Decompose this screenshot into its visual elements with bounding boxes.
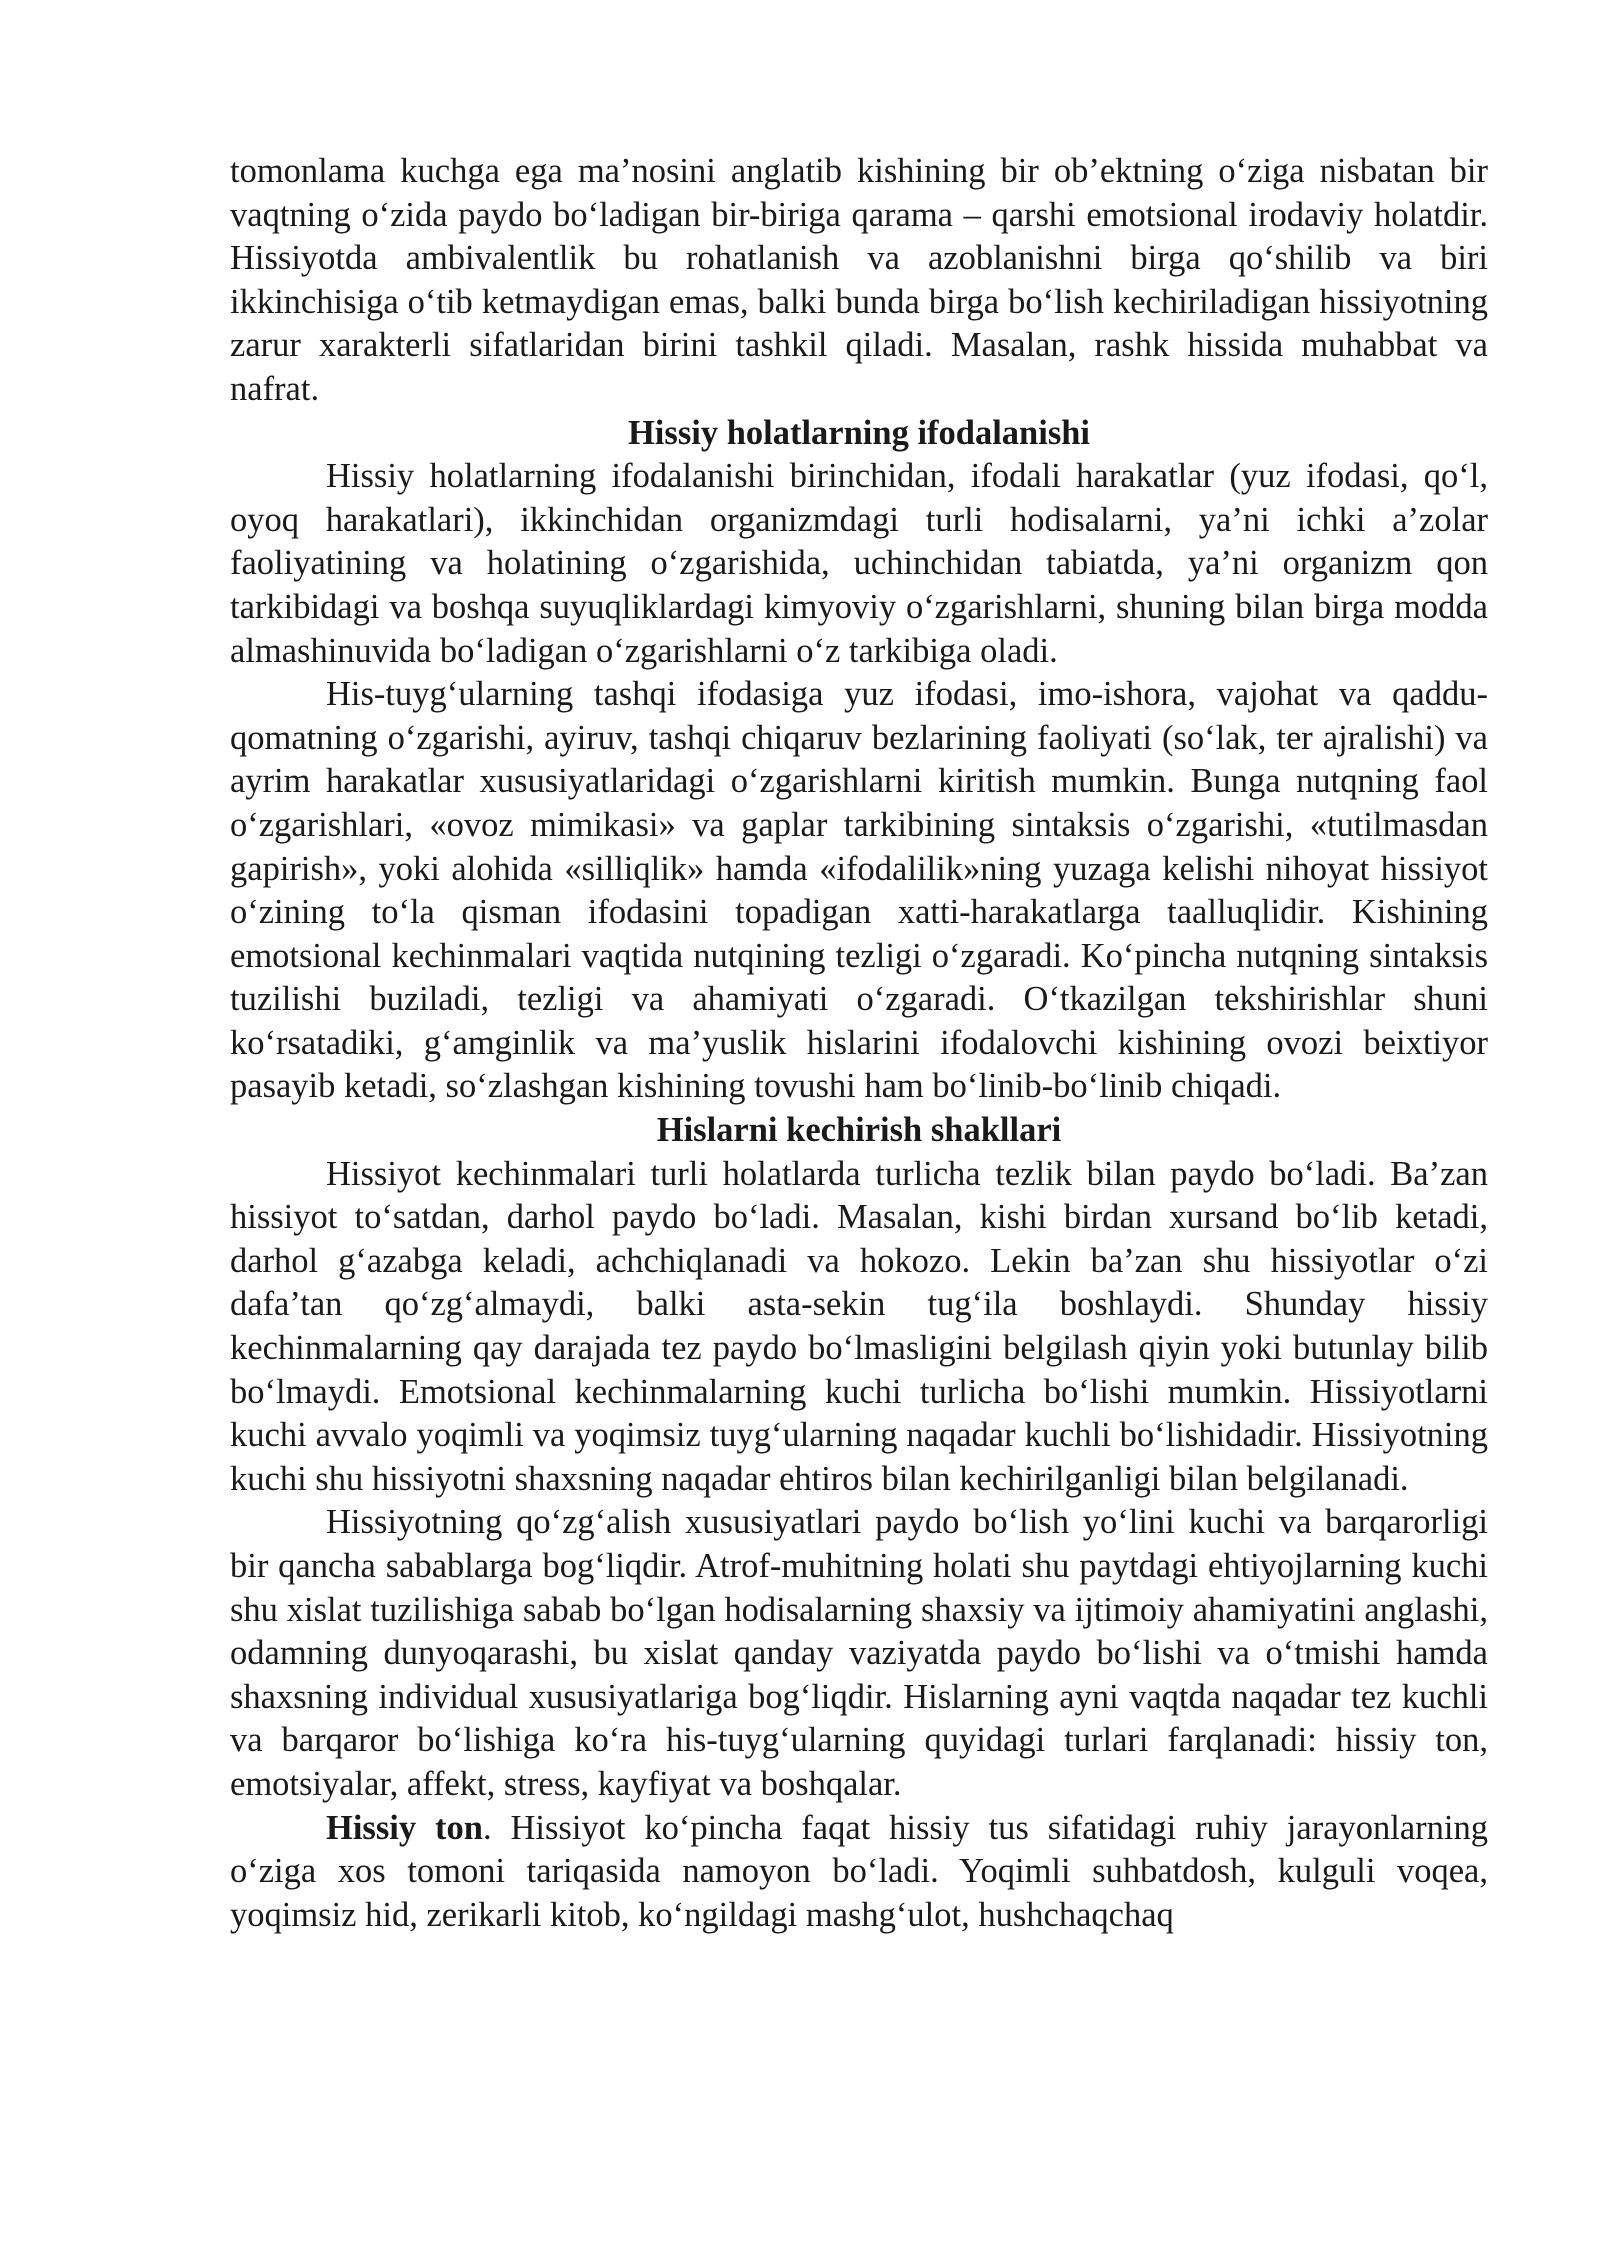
paragraph — [230, 1807, 1488, 1938]
document-page — [230, 150, 1488, 1937]
paragraph: Hissiyot kechinmalari turli holatlarda turlicha tezlik bilan paydo bo‘ladi. Ba’zan hissiyot to‘satdan, darhol paydo bo‘ladi. Masalan, kishi birdan xursand bo‘lib ketadi, darhol g‘azabga keladi, achchiqlanadi va hokozo. Lekin ba’zan shu hissiyotlar o‘zi dafa’tan qo‘zg‘almaydi, balki asta-sekin tug‘ila boshlaydi. Shunday hissiy kechinmalarning qay darajada tez paydo bo‘lmasligini belgilash qiyin yoki butunlay bilib bo‘lmaydi. Emotsional kechinmalarning kuchi turlicha bo‘lishi mumkin. Hissiyotlarni kuchi avvalo yoqimli va yoqimsiz tuyg‘ularning naqadar kuchli bo‘lishidadir. Hissiyotning kuchi shu hissiyotni shaxsning naqadar ehtiros bilan kechirilganligi bilan belgilanadi. — [230, 1154, 1488, 1498]
term-bold: Hissiy ton — [326, 1808, 483, 1847]
paragraph: His-tuyg‘ularning tashqi ifodasiga yuz ifodasi, imo-ishora, vajohat va qaddu-qomatning o‘zgarishi, ayiruv, tashqi chiqaruv bezlarining faoliyati (so‘lak, ter ajralishi) va ayrim harakatlar xususiyatlaridagi o‘zgarishlarni kiritish mumkin. Bunga nutqning faol o‘zgarishlari, «ovoz mimikasi» va gaplar tarkibining sintaksis o‘zgarishi, «tutilmasdan gapirish», yoki alohida «silliqlik» hamda «ifodalilik»ning yuzaga kelishi nihoyat hissiyot o‘zining to‘la qisman ifodasini topadigan xatti-harakatlarga taalluqlidir. Kishining emotsional kechinmalari vaqtida nutqining tezligi o‘zgaradi. Ko‘pincha nutqning sintaksis tuzilishi buziladi, tezligi va ahamiyati o‘zgaradi. O‘tkazilgan tekshirishlar shuni ko‘rsatadiki, g‘amginlik va ma’yuslik hislarini ifodalovchi kishining ovozi beixtiyor pasayib ketadi, so‘zlashgan kishining tovushi ham bo‘linib-bo‘linib chiqadi. — [230, 675, 1488, 1106]
paragraph-text: . Hissiyot ko‘pincha faqat hissiy tus sifatidagi ruhiy jarayonlarning o‘ziga xos tomoni tariqasida namoyon bo‘ladi. Yoqimli suhbatdosh, kulguli voqea, yoqimsiz hid, zerikarli kitob, ko‘ngildagi mashg‘ulot, hushchaqchaq — [230, 1808, 1488, 1934]
section-heading: Hislarni kechirish shakllari — [656, 1111, 1062, 1150]
paragraph: Hissiy holatlarning ifodalanishi birinchidan, ifodali harakatlar (yuz ifodasi, qo‘l, oyoq harakatlari), ikkinchidan organizmdagi turli hodisalarni, ya’ni ichki a’zolar faoliyatining va holatining o‘zgarishida, uchinchidan tabiatda, ya’ni organizm qon tarkibidagi va boshqa suyuqliklardagi kimyoviy o‘zgarishlarni, shuning bilan birga modda almashinuvida bo‘ladigan o‘zgarishlarni o‘z tarkibiga oladi. — [230, 457, 1488, 670]
section-heading: Hissiy holatlarning ifodalanishi — [627, 413, 1091, 452]
paragraph: tomonlama kuchga ega ma’nosini anglatib kishining bir ob’ektning o‘ziga nisbatan bir vaqtning o‘zida paydo bo‘ladigan bir-biriga qarama – qarshi emotsional irodaviy holatdir. Hissiyotda ambivalentlik bu rohatlanish va azoblanishni birga qo‘shilib va biri ikkinchisiga o‘tib ketmaydigan emas, balki bunda birga bo‘lish kechiriladigan hissiyotning zarur xarakterli sifatlaridan birini tashkil qiladi. Masalan, rashk hissida muhabbat va nafrat. — [230, 152, 1488, 408]
paragraph: Hissiyotning qo‘zg‘alish xususiyatlari paydo bo‘lish yo‘lini kuchi va barqarorligi bir qancha sabablarga bog‘liqdir. Atrof-muhitning holati shu paytdagi ehtiyojlarning kuchi shu xislat tuzilishiga sabab bo‘lgan hodisalarning shaxsiy va ijtimoiy ahamiyatini anglashi, odamning dunyoqarashi, bu xislat qanday vaziyatda paydo bo‘lishi va o‘tmishi hamda shaxsning individual xususiyatlariga bog‘liqdir. Hislarning ayni vaqtda naqadar tez kuchli va barqaror bo‘lishiga ko‘ra his-tuyg‘ularning quyidagi turlari farqlanadi: hissiy ton, emotsiyalar, affekt, stress, kayfiyat va boshqalar. — [230, 1503, 1488, 1803]
